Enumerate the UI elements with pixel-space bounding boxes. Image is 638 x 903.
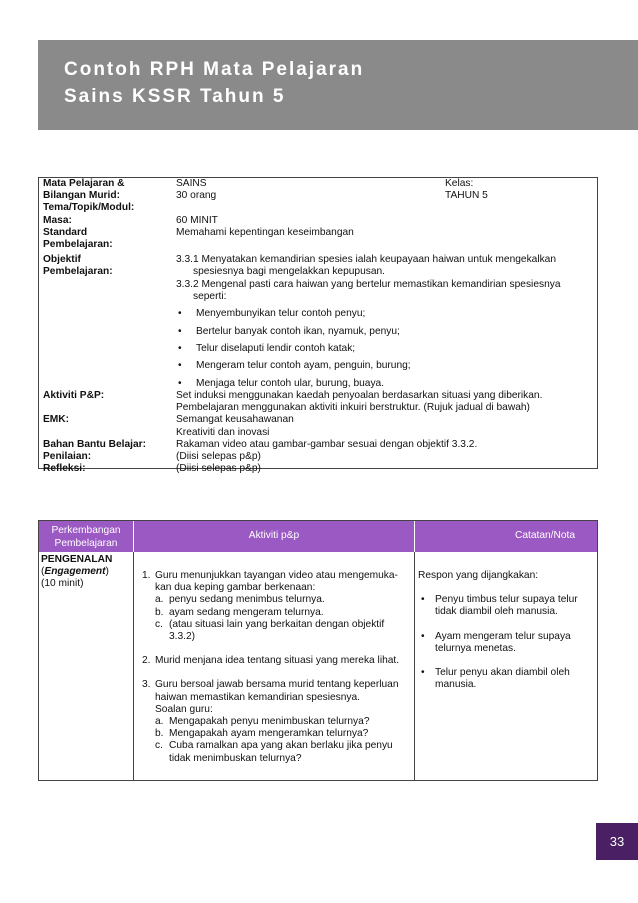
bahan-label: Bahan Bantu Belajar: xyxy=(43,438,147,450)
banner-title-line1: Contoh RPH Mata Pelajaran xyxy=(64,59,365,80)
list-item: • Telur diselaputi lendir contoh katak; xyxy=(176,343,593,355)
list-item: • Menjaga telur contoh ular, burung, buaya. xyxy=(176,378,593,390)
substep-letter: b. xyxy=(155,728,164,740)
refleksi-value: (Diisi selepas p&p) xyxy=(176,463,261,475)
masa-label: Masa: xyxy=(43,214,72,226)
mata-pelajaran-value: SAINS xyxy=(176,178,207,189)
aktiviti-value-2: Pembelajaran menggunakan aktiviti inkuiri berstruktur. (Rujuk jadual di bawah) xyxy=(176,402,530,414)
phase-name: PENGENALAN xyxy=(41,554,113,565)
list-item: • Telur penyu akan diambil oleh manusia. xyxy=(418,667,593,691)
substep-letter: c. xyxy=(155,740,163,752)
pembelajaran-label: Pembelajaran: xyxy=(43,239,113,251)
substep-letter: a. xyxy=(155,594,164,606)
step-number: 3. xyxy=(142,679,151,691)
substep-letter: a. xyxy=(155,716,164,728)
lesson-info-table xyxy=(38,177,598,475)
title-banner xyxy=(38,40,638,130)
list-item: • Ayam mengeram telur supaya telurnya menetas. xyxy=(418,631,593,655)
emk-value-1: Semangat keusahawanan xyxy=(176,414,294,426)
list-item: • Menyembunyikan telur contoh penyu; xyxy=(176,308,593,320)
aktiviti-label: Aktiviti P&P: xyxy=(43,389,105,401)
soalan-guru-label: Soalan guru: xyxy=(155,703,213,715)
standard-label: Standard xyxy=(43,226,88,238)
activity-cell xyxy=(134,552,415,780)
objektif-pembelajaran-label: Pembelajaran: xyxy=(43,266,113,278)
substep-text: penyu sedang menimbus telurnya. xyxy=(169,594,325,606)
header-aktiviti: Aktiviti p&p xyxy=(134,521,415,552)
objektif-item-1: 3.3.1 Menyatakan kemandirian spesies ialah keupayaan haiwan untuk mengekalkan spesiesnya bagi mengelakkan kepupusan. xyxy=(176,254,557,278)
objektif-item-2: 3.3.2 Mengenal pasti cara haiwan yang bertelur memastikan kemandirian spesiesnya seperti: xyxy=(176,278,561,302)
substep-text: (atau situasi lain yang berkaitan dengan objektif 3.3.2) xyxy=(169,618,385,643)
header-perkembangan-line1: Perkembangan xyxy=(51,524,121,536)
aktiviti-value-1: Set induksi menggunakan kaedah penyoalan berdasarkan situasi yang diberikan. xyxy=(176,389,543,401)
header-perkembangan-line2: Pembelajaran xyxy=(54,537,118,549)
list-item: • Bertelur banyak contoh ikan, nyamuk, penyu; xyxy=(176,326,593,338)
list-item: • Penyu timbus telur supaya telur tidak diambil oleh manusia. xyxy=(418,594,593,618)
bilangan-murid-value: 30 orang xyxy=(176,190,217,202)
refleksi-label: Refleksi: xyxy=(43,463,86,475)
substep-text: ayam sedang mengeram telurnya. xyxy=(169,606,324,618)
step-number: 1. xyxy=(142,570,151,581)
substep-text: Mengapakah ayam mengeramkan telurnya? xyxy=(169,728,369,740)
step-text: Murid menjana idea tentang situasi yang mereka lihat. xyxy=(155,655,400,667)
bahan-value: Rakaman video atau gambar-gambar sesuai dengan objektif 3.3.2. xyxy=(176,438,478,450)
bilangan-murid-label: Bilangan Murid: xyxy=(43,190,120,202)
activity-table-header xyxy=(39,521,597,552)
notes-list xyxy=(418,594,593,691)
activity-table xyxy=(38,520,598,781)
phase-sub: Engagement xyxy=(44,566,106,578)
substep-text: Mengapakah penyu menimbuskan telurnya? xyxy=(169,716,370,728)
substep-letter: b. xyxy=(155,606,164,618)
header-catatan: Catatan/Nota xyxy=(514,530,575,542)
objektif-label: Objektif xyxy=(43,254,81,266)
page-number-badge: 33 xyxy=(596,823,638,860)
list-item: • Mengeram telur contoh ayam, penguin, burung; xyxy=(176,360,593,372)
standard-value: Memahami kepentingan keseimbangan xyxy=(176,226,354,238)
notes-intro: Respon yang dijangkakan: xyxy=(418,570,539,581)
step-text: Guru bersoal jawab bersama murid tentang keperluan haiwan memastikan kemandirian spesiesnya. xyxy=(155,679,399,703)
table-row xyxy=(39,552,597,780)
penilaian-value: (Diisi selepas p&p) xyxy=(176,451,261,462)
emk-value-2: Kreativiti dan inovasi xyxy=(176,426,270,438)
kelas-label: Kelas: xyxy=(445,178,474,189)
phase-cell: PENGENALAN (Engagement) (10 minit) xyxy=(39,552,134,780)
objektif-label-block xyxy=(39,254,176,390)
banner-title-line2: Sains KSSR Tahun 5 xyxy=(64,86,286,107)
emk-label: EMK: xyxy=(43,414,70,426)
objektif-bullet-list xyxy=(176,308,593,390)
masa-value: 60 MINIT xyxy=(176,214,218,226)
substep-text: Cuba ramalkan apa yang akan berlaku jika penyu tidak menimbuskan telurnya? xyxy=(169,740,393,764)
kelas-value: TAHUN 5 xyxy=(445,190,488,202)
mata-pelajaran-label: Mata Pelajaran & xyxy=(43,178,125,189)
penilaian-label: Penilaian: xyxy=(43,451,92,462)
step-text: Guru menunjukkan tayangan video atau mengemuka-kan dua keping gambar berkenaan: xyxy=(155,570,398,594)
notes-cell xyxy=(415,552,597,780)
phase-time: (10 minit) xyxy=(41,578,84,590)
step-number: 2. xyxy=(142,655,151,667)
header-perkembangan xyxy=(39,521,134,552)
tema-label: Tema/Topik/Modul: xyxy=(43,202,135,214)
substep-letter: c. xyxy=(155,618,163,630)
